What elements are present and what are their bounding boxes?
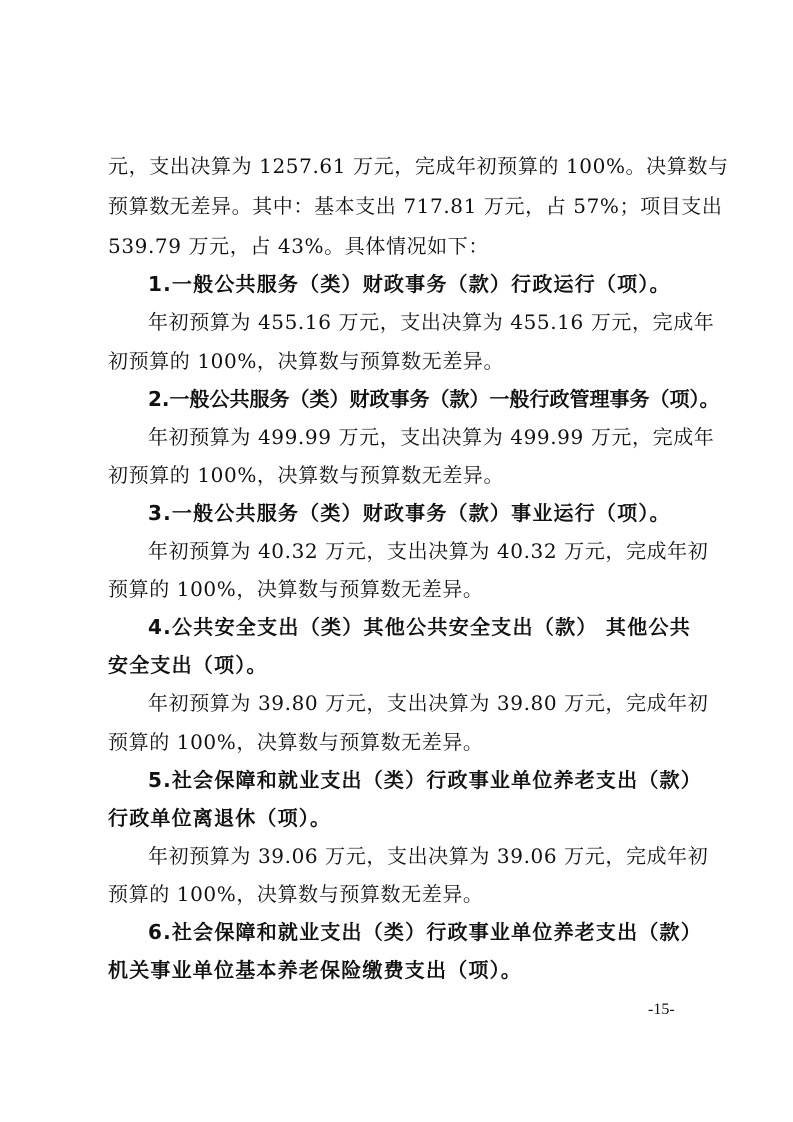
section-heading-4-continued: 安全支出（项）。 (108, 653, 268, 677)
section-heading-5: 5.社会保障和就业支出（类）行政事业单位养老支出（款） (148, 768, 702, 792)
section-heading-1: 1.一般公共服务（类）财政事务（款）行政运行（项）。 (148, 272, 671, 296)
section-heading-4: 4.公共安全支出（类）其他公共安全支出（款） 其他公共 (148, 615, 691, 639)
body-text-line: 年初预算为 499.99 万元，支出决算为 499.99 万元，完成年 (148, 425, 715, 449)
section-heading-6-continued: 机关事业单位基本养老保险缴费支出（项）。 (108, 958, 522, 982)
body-text-line: 年初预算为 455.16 万元，支出决算为 455.16 万元，完成年 (148, 310, 715, 334)
body-text-line: 年初预算为 39.80 万元，支出决算为 39.80 万元，完成年初 (148, 691, 709, 715)
section-heading-2: 2.一般公共服务（类）财政事务（款）一般行政管理事务（项）。 (148, 387, 720, 411)
body-text-line: 元，支出决算为 1257.61 万元，完成年初预算的 100%。决算数与 (108, 154, 729, 178)
body-text-line: 预算数无差异。其中：基本支出 717.81 万元，占 57%；项目支出 (108, 194, 723, 218)
page-number: -15- (648, 1001, 675, 1018)
body-text-line: 539.79 万元，占 43%。具体情况如下： (108, 234, 489, 258)
body-text-line: 年初预算为 40.32 万元，支出决算为 40.32 万元，完成年初 (148, 539, 709, 563)
body-text-line: 初预算的 100%，决算数与预算数无差异。 (108, 463, 505, 487)
body-text-line: 预算的 100%，决算数与预算数无差异。 (108, 882, 484, 906)
body-text-line: 年初预算为 39.06 万元，支出决算为 39.06 万元，完成年初 (148, 844, 709, 868)
section-heading-5-continued: 行政单位离退休（项）。 (108, 806, 332, 830)
section-heading-6: 6.社会保障和就业支出（类）行政事业单位养老支出（款） (148, 920, 702, 944)
section-heading-3: 3.一般公共服务（类）财政事务（款）事业运行（项）。 (148, 501, 671, 525)
body-text-line: 预算的 100%，决算数与预算数无差异。 (108, 577, 484, 601)
body-text-line: 预算的 100%，决算数与预算数无差异。 (108, 730, 484, 754)
body-text-line: 初预算的 100%，决算数与预算数无差异。 (108, 349, 505, 373)
